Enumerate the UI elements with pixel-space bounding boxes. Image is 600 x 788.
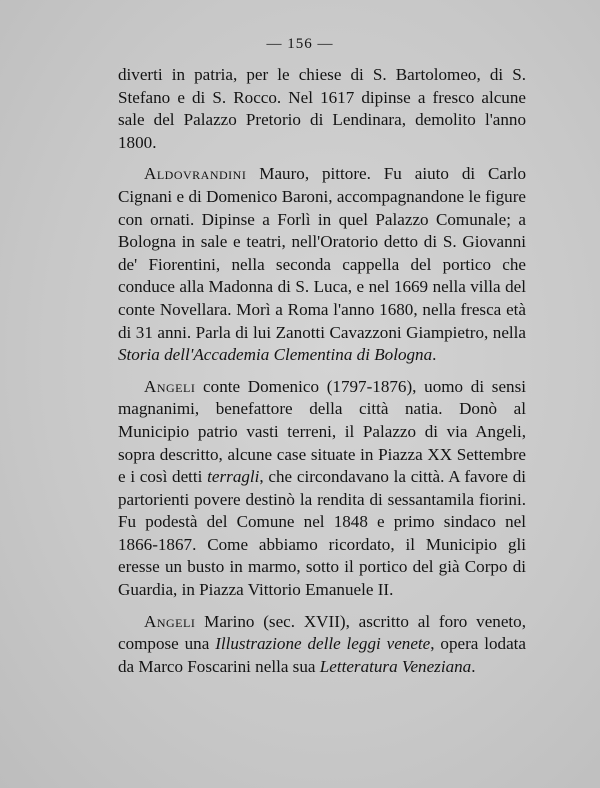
entry-text: conte Domenico (1797-1876), uomo di sensi magnanimi, benefattore della città natia. Donò al Municipio patrio vasti terreni, il Palazzo di via Angeli, sopra descritto, alcune case situate in Piazza XX Settembre e i così detti [118,376,526,487]
entry-text: Marino (sec. XVII), ascritto al foro veneto, compose una [118,611,526,654]
entry-text-mid: , opera lodata da Marco Foscarini nella sua [118,634,526,676]
entry-angeli-marino [118,611,526,679]
book-title-2: Letteratura Veneziana [319,656,472,676]
book-title: Illustrazione delle leggi venete [215,634,431,654]
paragraph-continuation: diverti in patria, per le chiese di S. Bartolomeo, di S. Stefano e di S. Rocco. Nel 1617 dipinse a fresco alcune sale del Palazzo Pretorio di Lendinara, demolito l'anno 1800. [118,65,526,152]
entry-text-end: . [471,656,476,676]
entry-name: Angeli [144,376,196,396]
book-title: Storia dell'Accademia Clementina di Bologna [118,345,433,365]
entry-name: Aldovrandini [144,164,247,184]
entry-text-end: , che circondavano la città. A favore di partorienti povere destinò la rendita di sessantamila fiorini. Fu podestà del Comune nel 1848 e primo sindaco nel 1866-1867. Come abbiamo ricordato, il Municipio gli eresse un busto in marmo, sotto il portico del già Corpo di Guardia, in Piazza Vittorio Emanuele II. [118,467,526,600]
entry-angeli-domenico [118,376,526,602]
italic-term: terragli [207,467,260,487]
page-text [118,64,526,687]
entry-text: Mauro, pittore. Fu aiuto di Carlo Cignani e di Domenico Baroni, accompagnandone le figure con ornati. Dipinse a Forlì in quel Palazzo Comunale; a Bologna in sale e teatri, nell'Oratorio detto di S. Giovanni de' Fiorentini, nella seconda cappella del portico che conduce alla Madonna di S. Luca, e nel 1669 nella villa del conte Novellara. Morì a Roma l'anno 1680, nella fresca età di 31 anni. Parla di lui Zanotti Cavazzoni Giampietro, nella [118,164,526,342]
entry-aldovrandini [118,163,526,366]
entry-name: Angeli [144,611,196,631]
page-number: — 156 — [266,36,334,52]
entry-text-end: . [432,345,437,365]
